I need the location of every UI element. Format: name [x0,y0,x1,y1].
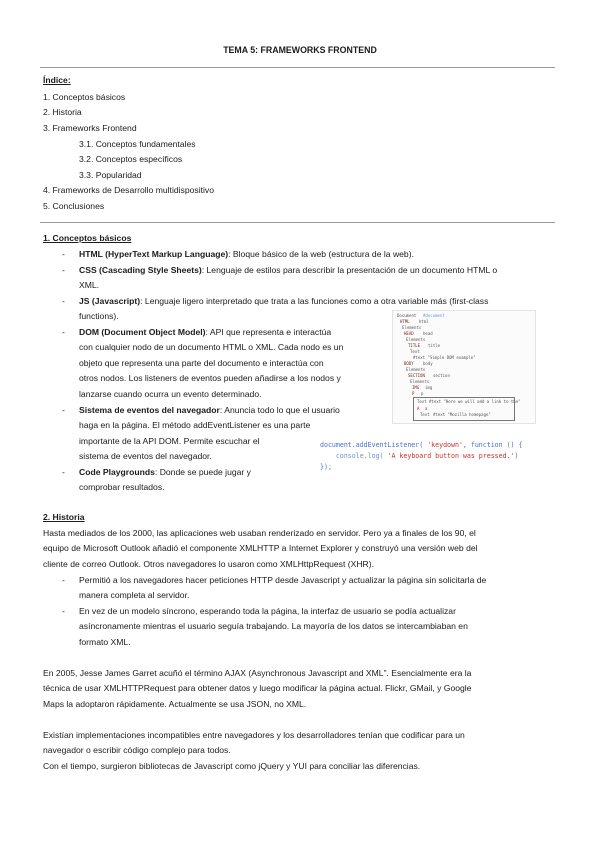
paragraph-line: En 2005, Jesse James Garret acuñó el término AJAX (Asynchronous Javascript and XML”. Esencialmente era la [43,668,472,678]
bullet-html [79,249,414,259]
dom-node: P [412,391,415,396]
dom-node: html [419,319,429,324]
index-item: 5. Conclusiones [43,201,105,211]
bullet-events-cont: importante de la API DOM. Permite escuchar el [79,436,260,446]
dom-node: IMG [412,385,420,390]
paragraph-line: equipo de Microsoft Outlook añadió el componente XMLHTTP a Internet Explorer y construyó una versión web del [43,543,478,553]
paragraph-line: Con el tiempo, surgieron bibliotecas de Javascript como jQuery y YUI para conciliar las diferencias. [43,761,421,771]
bullet-dom-cont: otros nodos. Los listeners de eventos pueden añadirse a los nodos y [79,373,341,383]
dom-node: HTML [400,319,410,324]
bullet-marker: - [62,249,65,259]
definition: : Donde se puede jugar y [154,467,251,477]
dom-node: Text [410,349,420,354]
definition: : Lenguaje ligero interpretado que trata a las funciones como a otra variable más (first-class [140,296,489,306]
paragraph-line: Hasta mediados de los 2000, las aplicaciones web usaban renderizado en servidor. Pero ya a finales de los 90, el [43,528,476,538]
index-heading: Índice: [43,75,71,85]
definition: : Anuncia todo lo que el usuario [219,405,340,415]
bullet-marker: - [62,606,65,616]
code-string: 'A keyboard button was pressed.' [387,452,515,460]
index-subitem: 3.1. Conceptos fundamentales [79,139,196,149]
dom-node: body [423,361,433,366]
paragraph-line: Maps la adoptaron rápidamente. Actualmente se usa JSON, no XML. [43,699,307,709]
dom-node: #document [423,313,445,318]
bullet-playgrounds-cont: comprobar resultados. [79,482,165,492]
code-token: console.log( [320,452,388,460]
dom-node: Elements [406,367,426,372]
bullet-css [79,265,497,275]
bullet-marker: - [62,296,65,306]
dom-node: Elements [410,379,430,384]
bullet-marker: - [62,405,65,415]
dom-node: Text [417,399,427,404]
paragraph-line: cliente de correo Outlook. Otros navegadores lo usaron como XMLHttpRequest (XHR). [43,559,375,569]
dom-node: #text "Simple DOM example" [413,355,476,360]
bullet-events [79,405,340,415]
definition: : API que representa e interactúa [205,327,332,337]
dom-node: Elements [406,337,426,342]
index-item: 3. Frameworks Frontend [43,123,137,133]
bullet-line: En vez de un modelo síncrono, esperando toda la página, la interfaz de usuario se podía actualizar [79,606,456,616]
term: CSS (Cascading Style Sheets) [79,265,202,275]
bullet-marker: - [62,575,65,585]
term: Code Playgrounds [79,467,155,477]
bullet-line: Permitió a los navegadores hacer peticiones HTTP desde Javascript y actualizar la página sin solicitarla de [79,575,487,585]
bullet-js [79,296,488,306]
bullet-dom-cont: objeto que representa una parte del documento e interactúa con [79,358,324,368]
code-string: 'keydown' [427,441,463,449]
dom-node: p [421,391,424,396]
bullet-css-cont: XML. [79,280,100,290]
dom-node: section [433,373,450,378]
paragraph-line: técnica de usar XMLHTTPRequest para obtener datos y luego modificar la página actual. Flickr, GMail, y Google [43,683,472,693]
definition: : Lenguaje de estilos para describir la presentación de un documento HTML o [201,265,498,275]
code-sample-image [320,440,560,473]
dom-node: A [417,406,420,411]
dom-node: title [428,343,441,348]
dom-node: HEAD [404,331,414,336]
dom-node: #text "Mozilla homepage" [433,412,491,417]
code-token: , function () { [462,441,523,449]
dom-node: a [425,406,428,411]
paragraph-line: Existían implementaciones incompatibles entre navegadores y los desarrolladores tenían que codificar para un [43,730,465,740]
code-line [320,451,560,462]
code-line: }); [320,463,332,471]
bullet-dom [79,327,331,337]
bullet-events-cont: haga en la página. El método addEventListener es una parte [79,420,311,430]
bullet-events-cont: sistema de eventos del navegador. [79,451,212,461]
term: DOM (Document Object Model) [79,327,206,337]
bullet-js-cont: functions). [79,311,119,321]
bullet-playgrounds [79,467,251,477]
dom-node: img [425,385,433,390]
index-subitem: 3.3. Popularidad [79,170,142,180]
bullet-dom-cont: lanzarse cuando ocurra un evento determinado. [79,389,262,399]
index-item: 1. Conceptos básicos [43,92,126,102]
divider [40,222,555,223]
dom-node: TITLE [408,343,421,348]
code-line [320,440,560,451]
dom-node: Elements [402,325,422,330]
bullet-line: formato XML. [79,637,131,647]
section-heading: 1. Conceptos básicos [43,233,132,243]
term: JS (Javascript) [79,296,141,306]
term: HTML (HyperText Markup Language) [79,249,229,259]
dom-node: Text [420,412,430,417]
term: Sistema de eventos del navegador [79,405,220,415]
bullet-line: manera completa al servidor. [79,590,190,600]
dom-node: Document [397,313,417,318]
document-title: TEMA 5: FRAMEWORKS FRONTEND [223,45,377,55]
index-item: 2. Historia [43,107,82,117]
paragraph-line: navegador o escribir código complejo para todos. [43,745,231,755]
bullet-marker: - [62,327,65,337]
index-item: 4. Frameworks de Desarrollo multidispositivo [43,185,214,195]
section-heading: 2. Historia [43,512,85,522]
bullet-line: asíncronamente mientras el usuario seguía trabajando. La mayoría de los datos se intercambiaban en [79,621,468,631]
divider [40,67,555,68]
dom-tree-image [392,310,536,424]
dom-node: head [423,331,433,336]
dom-node: SECTION [408,373,425,378]
bullet-marker: - [62,467,65,477]
code-token: ) [514,452,519,460]
index-subitem: 3.2. Conceptos específicos [79,154,183,164]
bullet-dom-cont: con cualquier nodo de un documento HTML o XML. Cada nodo es un [79,342,344,352]
definition: : Bloque básico de la web (estructura de la web). [228,249,414,259]
code-token: document.addEventListener( [320,441,428,449]
bullet-marker: - [62,265,65,275]
dom-node: #text "Here we will add a link to the" [429,399,521,404]
dom-node: BODY [404,361,414,366]
